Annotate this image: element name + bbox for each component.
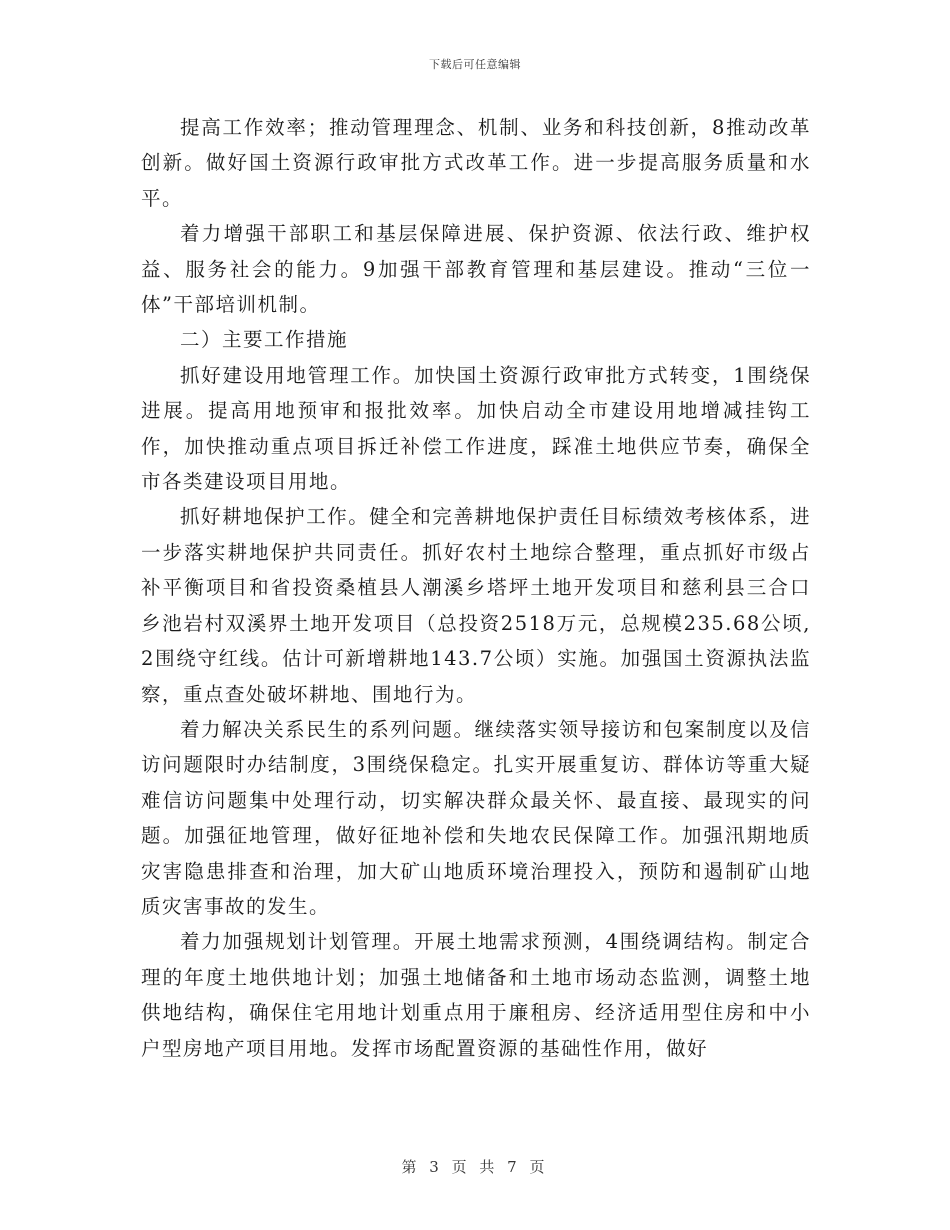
paragraph-3: 抓好建设用地管理工作。加快国土资源行政审批方式转变，1围绕保进展。提高用地预审和报批效率。加快启动全市建设用地增减挂钩工作，加快推动重点项目拆迁补偿工作进度，踩准土地供应节奏，确保全市各类建设项目用地。: [141, 363, 811, 494]
paragraph-4: 抓好耕地保护工作。健全和完善耕地保护责任目标绩效考核体系，进一步落实耕地保护共同责任。抓好农村土地综合整理，重点抓好市级占补平衡项目和省投资桑植县人潮溪乡塔坪土地开发项目和慈利县三合口乡池岩村双溪界土地开发项目（总投资2518万元，总规模235.68公顷,2围绕守红线。估计可新增耕地143.7公顷）实施。加强国土资源执法监察，重点查处破坏耕地、围地行为。: [141, 505, 811, 706]
page-header-note: 下载后可任意编辑: [429, 58, 521, 71]
page-number-footer: 第 3 页 共 7 页: [401, 1158, 549, 1176]
paragraph-5: 着力解决关系民生的系列问题。继续落实领导接访和包案制度以及信访问题限时办结制度，3围绕保稳定。扎实开展重复访、群体访等重大疑难信访问题集中处理行动，切实解决群众最关怀、最直接、最现实的问题。加强征地管理，做好征地补偿和失地农民保障工作。加强汛期地质灾害隐患排查和治理，加大矿山地质环境治理投入，预防和遏制矿山地质灾害事故的发生。: [141, 717, 811, 918]
paragraph-1: 提高工作效率；推动管理理念、机制、业务和科技创新，8推动改革创新。做好国土资源行政审批方式改革工作。进一步提高服务质量和水平。: [141, 116, 811, 210]
document-body: [141, 110, 811, 1066]
paragraph-2: 着力增强干部职工和基层保障进展、保护资源、依法行政、维护权益、服务社会的能力。9加强干部教育管理和基层建设。推动“三位一体”干部培训机制。: [141, 222, 811, 317]
section-heading: 二）主要工作措施: [180, 328, 349, 352]
paragraph-6: 着力加强规划计划管理。开展土地需求预测，4围绕调结构。制定合理的年度土地供地计划；加强土地储备和土地市场动态监测，调整土地供地结构，确保住宅用地计划重点用于廉租房、经济适用型住房和中小户型房地产项目用地。发挥市场配置资源的基础性作用，做好: [141, 930, 811, 1060]
